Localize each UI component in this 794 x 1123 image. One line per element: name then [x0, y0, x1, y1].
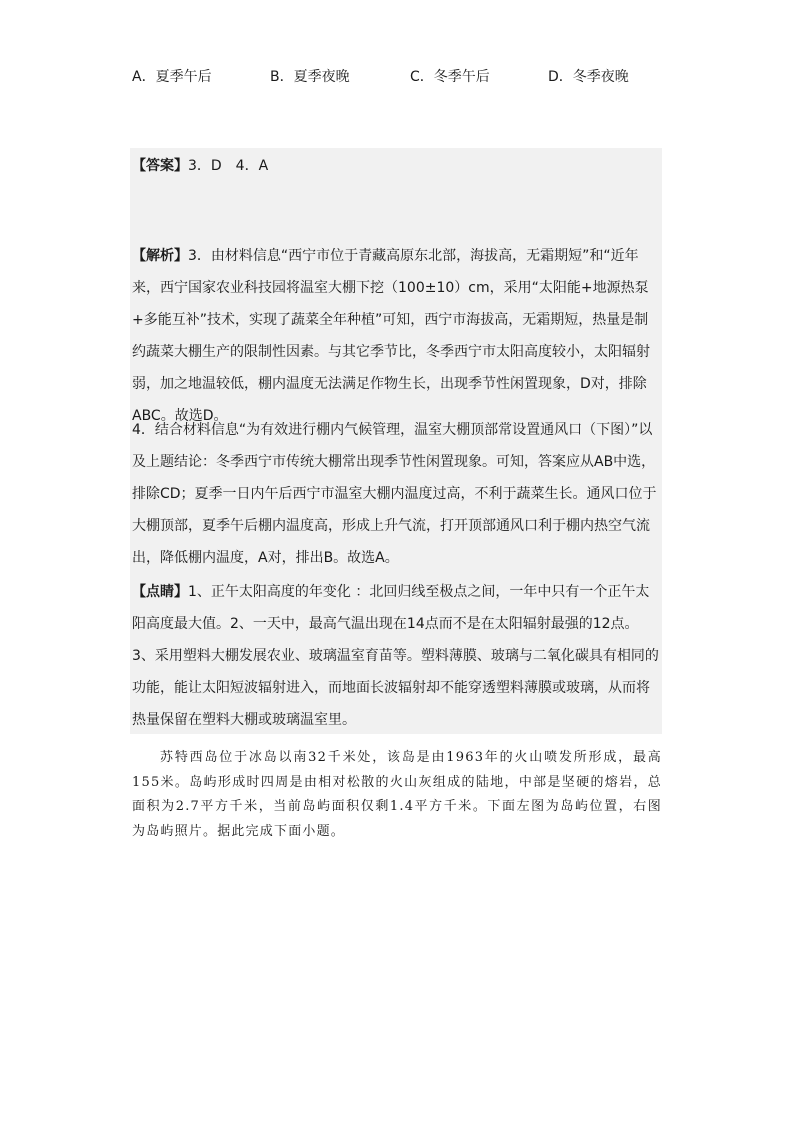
note-paragraph: [132, 576, 660, 736]
answer-text: 3．D 4．A: [188, 158, 269, 174]
option-a: A．夏季午后: [132, 69, 212, 85]
answer-options: [132, 64, 692, 90]
answer-line: [132, 150, 660, 182]
analysis-text: 3．由材料信息“西宁市位于青藏高原东北部，海拔高，无霜期短”和“近年来，西宁国家农业科技园将温室大棚下挖（100±10）cm，采用“太阳能+地源热泵+多能互补”技术，实现了蔬菜全年种植”可知，西宁市海拔高，无霜期短，热量是制约蔬菜大棚生产的限制性因素。与其它季节比，冬季西宁市太阳高度较小，太阳辐射弱，加之地温较低，棚内温度无法满足作物生长，出现季节性闲置现象，D对，排除ABC。故选D。: [132, 248, 650, 424]
reading-passage: 苏特西岛位于冰岛以南32千米处，该岛是由1963年的火山喷发所形成，最高155米。岛屿形成时四周是由相对松散的火山灰组成的陆地，中部是坚硬的熔岩，总面积为2.7平方千米，当前岛屿面积仅剩1.4平方千米。下面左图为岛屿位置，右图为岛屿照片。据此完成下面小题。: [132, 750, 662, 839]
analysis-tag: 【解析】: [132, 248, 188, 264]
option-c: C．冬季午后: [410, 69, 490, 85]
option-b: B．夏季夜晚: [270, 69, 350, 85]
note-tag: 【点睛】: [132, 584, 188, 600]
answer-panel: [130, 148, 662, 734]
analysis-paragraph: [132, 240, 660, 432]
question4-explanation: 4．结合材料信息“为有效进行棚内气候管理，温室大棚顶部常设置通风口（下图）”以及上题结论：冬季西宁市传统大棚常出现季节性闲置现象。可知，答案应从AB中选，排除CD；夏季一日内午后西宁市温室大棚内温度过高，不利于蔬菜生长。通风口位于大棚顶部，夏季午后棚内温度高，形成上升气流，打开顶部通风口利于棚内热空气流出，降低棚内温度，A对，排出B。故选A。: [132, 422, 657, 566]
option-d: D．冬季夜晚: [548, 69, 629, 85]
note-text: 1、正午太阳高度的年变化 ：北回归线至极点之间，一年中只有一个正午太阳高度最大值。2、一天中，最高气温出现在14点而不是在太阳辐射最强的12点。3、采用塑料大棚发展农业、玻璃温室育苗等。塑料薄膜、玻璃与二氧化碳具有相同的功能，能让太阳短波辐射进入，而地面长波辐射却不能穿透塑料薄膜或玻璃，从而将热量保留在塑料大棚或玻璃温室里。: [132, 584, 659, 728]
answer-tag: 【答案】: [132, 158, 188, 174]
